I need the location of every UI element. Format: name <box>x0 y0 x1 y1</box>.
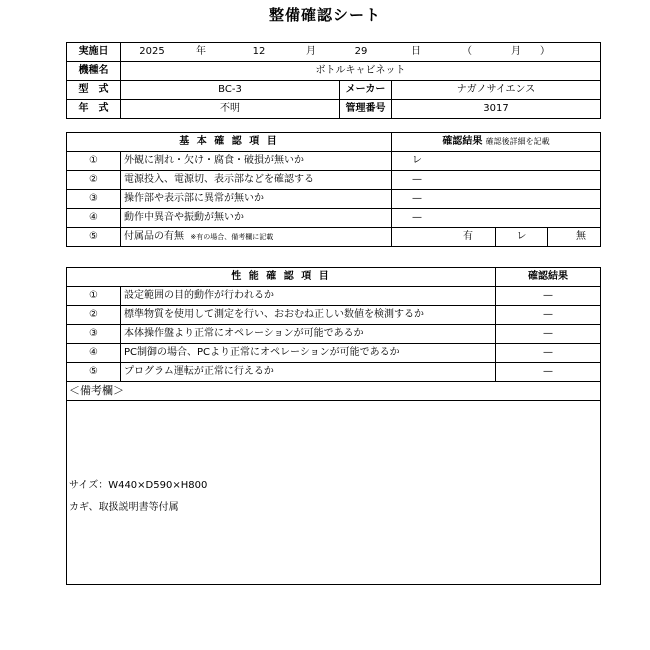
perf-header-row <box>67 268 601 287</box>
date-day: 29 <box>354 46 368 57</box>
date-year: 2025 <box>139 46 165 57</box>
check-result: — <box>392 171 601 190</box>
basic-header: 基 本 確 認 項 目 <box>67 133 392 152</box>
table-row <box>67 344 601 363</box>
basic-result-header <box>392 133 601 152</box>
basic-result-note: 確認後詳細を記載 <box>485 137 550 146</box>
row-number: ① <box>67 152 121 171</box>
row-number: ① <box>67 287 121 306</box>
remarks-header: ＜備考欄＞ <box>67 382 601 401</box>
perf-item: プログラム運転が正常に行えるか <box>121 363 496 382</box>
control-value: 3017 <box>392 100 601 119</box>
table-row <box>67 306 601 325</box>
type-value: BC-3 <box>121 81 340 100</box>
remarks-header-row <box>67 382 601 401</box>
year-label: 年 式 <box>67 100 121 119</box>
perf-item: 標準物質を使用して測定を行い、おおむね正しい数値を検測するか <box>121 306 496 325</box>
date-month: 12 <box>252 46 266 57</box>
table-row <box>67 209 601 228</box>
check-item: 動作中異音や振動が無いか <box>121 209 392 228</box>
model-kind-row <box>67 62 601 81</box>
accessory-row <box>67 228 601 247</box>
weekday-open: （ <box>462 46 472 57</box>
row-number: ⑤ <box>67 228 121 247</box>
remarks-size: サイズ：W440×D590×H800 <box>69 480 208 491</box>
date-value <box>121 43 601 62</box>
date-year-unit: 年 <box>196 46 206 57</box>
check-result: レ <box>392 152 601 171</box>
maker-label: メーカー <box>340 81 392 100</box>
check-result: — <box>392 209 601 228</box>
row-number: ② <box>67 171 121 190</box>
weekday-close: ） <box>540 46 550 57</box>
row-number: ④ <box>67 209 121 228</box>
perf-header: 性 能 確 認 項 目 <box>67 268 496 287</box>
date-month-unit: 月 <box>306 46 316 57</box>
table-row <box>67 363 601 382</box>
row-number: ④ <box>67 344 121 363</box>
basic-header-row <box>67 133 601 152</box>
perf-result-header: 確認結果 <box>496 268 601 287</box>
check-item: 電源投入、電源切、表示部などを確認する <box>121 171 392 190</box>
row-number: ③ <box>67 190 121 209</box>
type-row <box>67 81 601 100</box>
remarks-body-row <box>67 401 601 585</box>
basic-check-table <box>66 132 601 247</box>
perf-item: 設定範囲の目的動作が行われるか <box>121 287 496 306</box>
accessory-yes: 有 <box>392 228 496 247</box>
accessory-no: 無 <box>548 228 601 247</box>
perf-result: — <box>496 306 601 325</box>
accessory-check: レ <box>496 228 548 247</box>
table-row <box>67 171 601 190</box>
weekday: 月 <box>511 46 521 57</box>
check-item: 操作部や表示部に異常が無いか <box>121 190 392 209</box>
accessory-item <box>121 228 392 247</box>
year-value: 不明 <box>121 100 340 119</box>
perf-result: — <box>496 344 601 363</box>
perf-item: PC制御の場合、PCより正常にオペレーションが可能であるか <box>121 344 496 363</box>
accessory-note: ※有の場合、備考欄に記載 <box>190 233 274 241</box>
table-row <box>67 325 601 344</box>
date-day-unit: 日 <box>411 46 421 57</box>
page-title: 整備確認シート <box>268 6 381 24</box>
year-row <box>67 100 601 119</box>
performance-check-table <box>66 267 601 585</box>
control-label: 管理番号 <box>340 100 392 119</box>
table-row <box>67 287 601 306</box>
maker-value: ナガノサイエンス <box>392 81 601 100</box>
check-item: 外観に割れ・欠け・腐食・破損が無いか <box>121 152 392 171</box>
accessory-label: 付属品の有無 <box>124 231 184 242</box>
perf-result: — <box>496 287 601 306</box>
model-kind-label: 機種名 <box>67 62 121 81</box>
model-kind-value: ボトルキャビネット <box>121 62 601 81</box>
row-number: ② <box>67 306 121 325</box>
perf-item: 本体操作盤より正常にオペレーションが可能であるか <box>121 325 496 344</box>
date-label: 実施日 <box>67 43 121 62</box>
type-label: 型 式 <box>67 81 121 100</box>
check-result: — <box>392 190 601 209</box>
table-row <box>67 190 601 209</box>
perf-result: — <box>496 325 601 344</box>
table-row <box>67 152 601 171</box>
remarks-area <box>67 401 601 585</box>
basic-result-title: 確認結果 <box>442 136 483 147</box>
row-number: ⑤ <box>67 363 121 382</box>
date-row <box>67 43 601 62</box>
info-table <box>66 42 601 119</box>
row-number: ③ <box>67 325 121 344</box>
remarks-accessories: カギ、取扱説明書等付属 <box>69 502 179 513</box>
perf-result: — <box>496 363 601 382</box>
